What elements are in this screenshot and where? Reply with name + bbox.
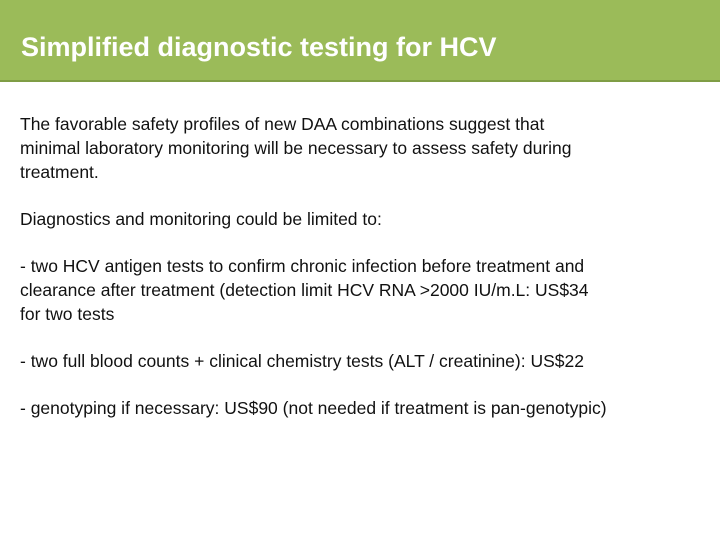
limited-to-line: Diagnostics and monitoring could be limited to: — [20, 209, 382, 229]
genotyping-line: - genotyping if necessary: US$90 (not needed if treatment is pan-genotypic) — [20, 398, 607, 418]
antigen-tests-paragraph — [20, 254, 705, 326]
blood-counts-paragraph — [20, 349, 705, 373]
slide-title: Simplified diagnostic testing for HCV — [21, 32, 497, 62]
paragraph-spacer — [20, 326, 705, 349]
intro-paragraph — [20, 112, 705, 184]
title-divider — [0, 80, 720, 82]
slide-body — [20, 112, 705, 420]
intro-line-1: The favorable safety profiles of new DAA combinations suggest that — [20, 114, 545, 134]
antigen-tests-line-2: clearance after treatment (detection limit HCV RNA >2000 IU/m.L: US$34 — [20, 280, 589, 300]
paragraph-spacer — [20, 373, 705, 396]
limited-to-paragraph — [20, 207, 705, 231]
blood-counts-line: - two full blood counts + clinical chemistry tests (ALT / creatinine): US$22 — [20, 351, 584, 371]
antigen-tests-line-3: for two tests — [20, 304, 115, 324]
title-bar — [0, 0, 720, 80]
paragraph-spacer — [20, 184, 705, 207]
intro-line-3: treatment. — [20, 162, 99, 182]
antigen-tests-line-1: - two HCV antigen tests to confirm chronic infection before treatment and — [20, 256, 585, 276]
paragraph-spacer — [20, 231, 705, 254]
genotyping-paragraph — [20, 396, 705, 420]
intro-line-2: minimal laboratory monitoring will be necessary to assess safety during — [20, 138, 572, 158]
